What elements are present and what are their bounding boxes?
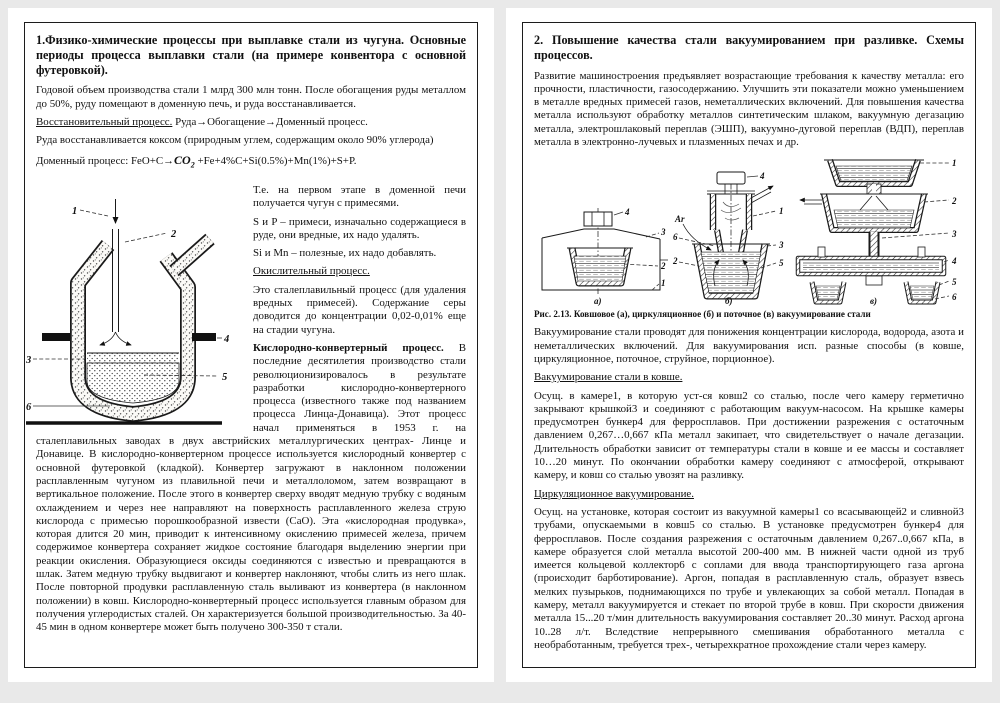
formula-prefix: Доменный процесс: FeO+C→ — [36, 154, 175, 167]
figure-caption: Рис. 2.13. Ковшовое (а), циркуляционное (б) и поточное (в) вакуумирование стали — [534, 309, 871, 320]
vacuum-chamber-v — [820, 194, 928, 230]
label-v-2: 2 — [952, 196, 957, 207]
page-2 — [506, 8, 992, 682]
reduction-process-chain: Руда→Обогащение→Доменный процесс. — [172, 115, 368, 128]
paragraph-s-p-impurities: S и P – примеси, изначально содержащиеся в руде, они вредные, их надо удалять. — [253, 215, 466, 241]
ladle-vacuum-heading: Вакуумирование стали в ковше. — [534, 371, 683, 384]
label-v-5: 5 — [952, 277, 957, 288]
paragraph-vacuum-purpose: Вакуумирование стали проводят для понижения концентрации кислорода, водорода, азота и неметаллических включений. Для вакуумирования исп. разные способы (в ковше, циркуляционное, поточное, струйное, порционное). — [534, 326, 964, 365]
oxygen-converter-text: В последние десятилетия производство стали революционизировалось в результате разработки кислородно-конвертерного процесса (известного также под названием процесса Линца-Донавица). Этот процесс начал применяться в 1953 г. на сталеплавильных заводах в двух австрийских металлургических центрах- Линце и Донавице. В кислородно-конвертерном процессе используется кислородный конвертер с основной футеровкой (кладкой). Конвертер загружают в наклонном положении расплавленным чугуном из плавильной печи и металлоломом, затем возвращают в вертикальное положение. После этого в конвертер сверху вводят медную трубку с водяным охлаждением и через нее направляют на поверхность расплавленного железа струю кислорода с примесью порошкообразной извести (CaO). Эта «кислородная продувка», которая длится 20 мин, приводит к интенсивному окислению примесей железа, причем содержимое конвертера сохраняет жидкое состояние благодаря выделению энергии при реакции окисления. Образующиеся оксиды соединяются с известью и превращаются в шлак. Затем медную трубку выдвигают и конвертер наклоняют, чтобы слить из него шлак. После повторной продувки расплавленную сталь выливают из конвертера (в наклонном положении) в ковш. Кислородно-конвертерный процесс используется главным образом для получения углеродистых сталей. Он характеризуется большой производительностью. За 40-45 мин в одном конвертере может быть получено 300-350 т стали. — [36, 341, 466, 634]
paragraph-annual-output: Годовой объем производства стали 1 млрд 300 млн тонн. После обогащения руды металлом до 50%, руду помещают в доменную печь, и руда восстанавливается. — [36, 84, 466, 110]
figure-label-3: 3 — [26, 354, 32, 366]
page-1-title: 1.Физико-химические процессы при выплавке стали из чугуна. Основные периоды процесса выплавки стали (на примере конвентора с основной футеровкой). — [36, 33, 466, 77]
vacuum-degassing-diagrams-row — [534, 154, 964, 306]
formula-suffix: +Fe+4%C+Si(0.5%)+Mn(1%)+S+P. — [194, 154, 357, 167]
label-v-1: 1 — [952, 158, 957, 169]
figure-label-6: 6 — [26, 401, 32, 413]
ferroalloy-bunker-a — [584, 212, 612, 226]
argon-label: Ar — [675, 214, 685, 225]
label-a-2: 2 — [661, 261, 666, 272]
oxidation-process-heading: Окислительный процесс. — [253, 265, 370, 278]
formula-co2 — [174, 153, 195, 167]
ladle-vacuum-diagram — [536, 204, 668, 306]
paragraph-ladle-vacuum: Осущ. в камере1, в которую уст-ся ковш2 со сталью, после чего камеру герметично закрывают крышкой3 и соединяют с работающим вакуум-насосом. На крышке камеры предусмотрен бункер4 для ферросплавов. При достижении разрежения с остаточным давлением 0,267…0,667 кПа металл закипает, что свидетельствует о начале дегазации. Длительность обработки зависит от температуры стали в ковше и ее массы и составляет 10…20 минут. По окончании обработки камеру соединяют с атмосферой, открывают камеру, и ковш со сталью увозят на разливку. — [534, 389, 964, 482]
label-b-2: 2 — [673, 256, 678, 267]
label-b-4: 4 — [760, 171, 765, 182]
page-2-title: 2. Повышение качества стали вакуумированием при разливке. Схемы процессов. — [534, 33, 964, 62]
figure-text-wrap — [26, 183, 466, 635]
circulation-vacuum-diagram — [671, 170, 791, 306]
label-b-3: 3 — [779, 240, 784, 251]
steel-melt-b — [701, 252, 761, 293]
blast-furnace-formula — [36, 153, 466, 172]
oxygen-converter-figure — [26, 187, 241, 432]
paragraph-first-stage: Т.е. на первом этапе в доменной печи получается чугун с примесями. — [253, 183, 466, 210]
sublabel-b: б) — [725, 296, 733, 307]
circulation-vacuum-heading-paragraph — [534, 488, 964, 501]
molten-metal — [87, 363, 179, 403]
sublabel-a: а) — [594, 296, 602, 307]
page-2-text-frame — [522, 22, 976, 668]
oxygen-converter-heading: Кислородно-конвертерный процесс. — [253, 341, 444, 354]
paragraph-circulation-vacuum: Осущ. на установке, которая состоит из вакуумной камеры1 со всасывающей2 и сливной3 трубами, опускаемыми в ковш5 со сталью. В установке предусмотрен бункер4 для ферросплавов. После создания разрежения с остаточным давлением 0,267..0,667 кПа, в камере образуется слой металла высотой 200-400 мм. В нижней части одной из труб имеется кольцевой коллектор6 с соплами для ввода транспортирующего газа аргона (происходит барботирование). Аргон, попадая в расплавленную сталь, образует взвесь мелких пузырьков, поднимающихся по трубе и увлекающих за собой металл. Попадая в камеру, металл вакуумируется и стекает по второй трубе в ковш. При скорости движения металла 15...20 т/мин длительность вакуумирования составляет 20..30 минут. Расход аргона 10..28 л/т. Вследствие непрерывного смешивания обработанного металла с необработанным, требуется трех-, четырехкратное прохождение стали через камеру. — [534, 505, 964, 651]
label-b-1: 1 — [779, 206, 784, 217]
figure-label-5: 5 — [222, 371, 228, 383]
circulation-vacuum-heading: Циркуляционное вакуумирование. — [534, 487, 694, 500]
ladle-b — [692, 244, 770, 296]
vacuum-outlet-arrow-v — [800, 200, 822, 204]
tundish-v — [824, 160, 924, 184]
formula-co-subscript: 2 — [190, 159, 195, 169]
label-a-4: 4 — [625, 207, 630, 218]
oxygen-lance-icon — [100, 199, 131, 345]
ladle-vacuum-heading-paragraph — [534, 371, 964, 384]
paragraph-coke: Руда восстанавливается коксом (природным углем, содержащим около 90% углерода) — [36, 134, 434, 147]
ladle-a — [567, 248, 633, 283]
figure-label-4: 4 — [224, 333, 230, 345]
sublabel-v: в) — [870, 296, 878, 307]
steel-melt-a — [574, 256, 626, 281]
label-b-5: 5 — [779, 258, 784, 269]
label-a-1: 1 — [661, 278, 666, 289]
nozzle-bore-v — [872, 184, 876, 194]
page-1-text-frame — [24, 22, 478, 668]
label-b-6: 6 — [673, 232, 678, 243]
label-v-6: 6 — [952, 292, 957, 303]
label-v-4: 4 — [952, 256, 957, 267]
figure-label-2: 2 — [171, 228, 177, 240]
vacuum-degassing-figure — [534, 154, 964, 320]
formula-co: CO — [174, 152, 191, 167]
reduction-process-heading: Восстановительный процесс. — [36, 115, 173, 128]
page-1 — [8, 8, 494, 682]
label-a-3: 3 — [661, 227, 666, 238]
paragraph-si-mn: Si и Mn – полезные, их надо добавлять. — [253, 247, 437, 260]
paragraph-machine-building: Развитие машиностроения предъявляет возрастающие требования к качеству металла: его прочности, пластичности, газосодержанию. Улучшить эти показатели можно уменьшением в металле вредных примесей газов, неметаллических включений. Для повышения качества металла используют обработку металлов синтетическим шлаком, вакуумную дегазацию металла, электрошлаковый переплав (ЭШП), вакуумно-дуговой переплав (ВДП), переплав металла в электронно-лучевых и плазменных печах и др. — [534, 69, 964, 149]
flow-vacuum-diagram — [794, 154, 962, 306]
paragraph-steelmaking: Это сталеплавильный процесс (для удаления вредных примесей). Содержание серы доводится до концентрации 0,02-0,01% еще на стадии чугуна. — [253, 283, 466, 336]
figure-label-1: 1 — [72, 205, 78, 217]
label-v-3: 3 — [952, 229, 957, 240]
slag-layer — [87, 353, 179, 363]
paragraph-reduction-process — [36, 116, 466, 129]
